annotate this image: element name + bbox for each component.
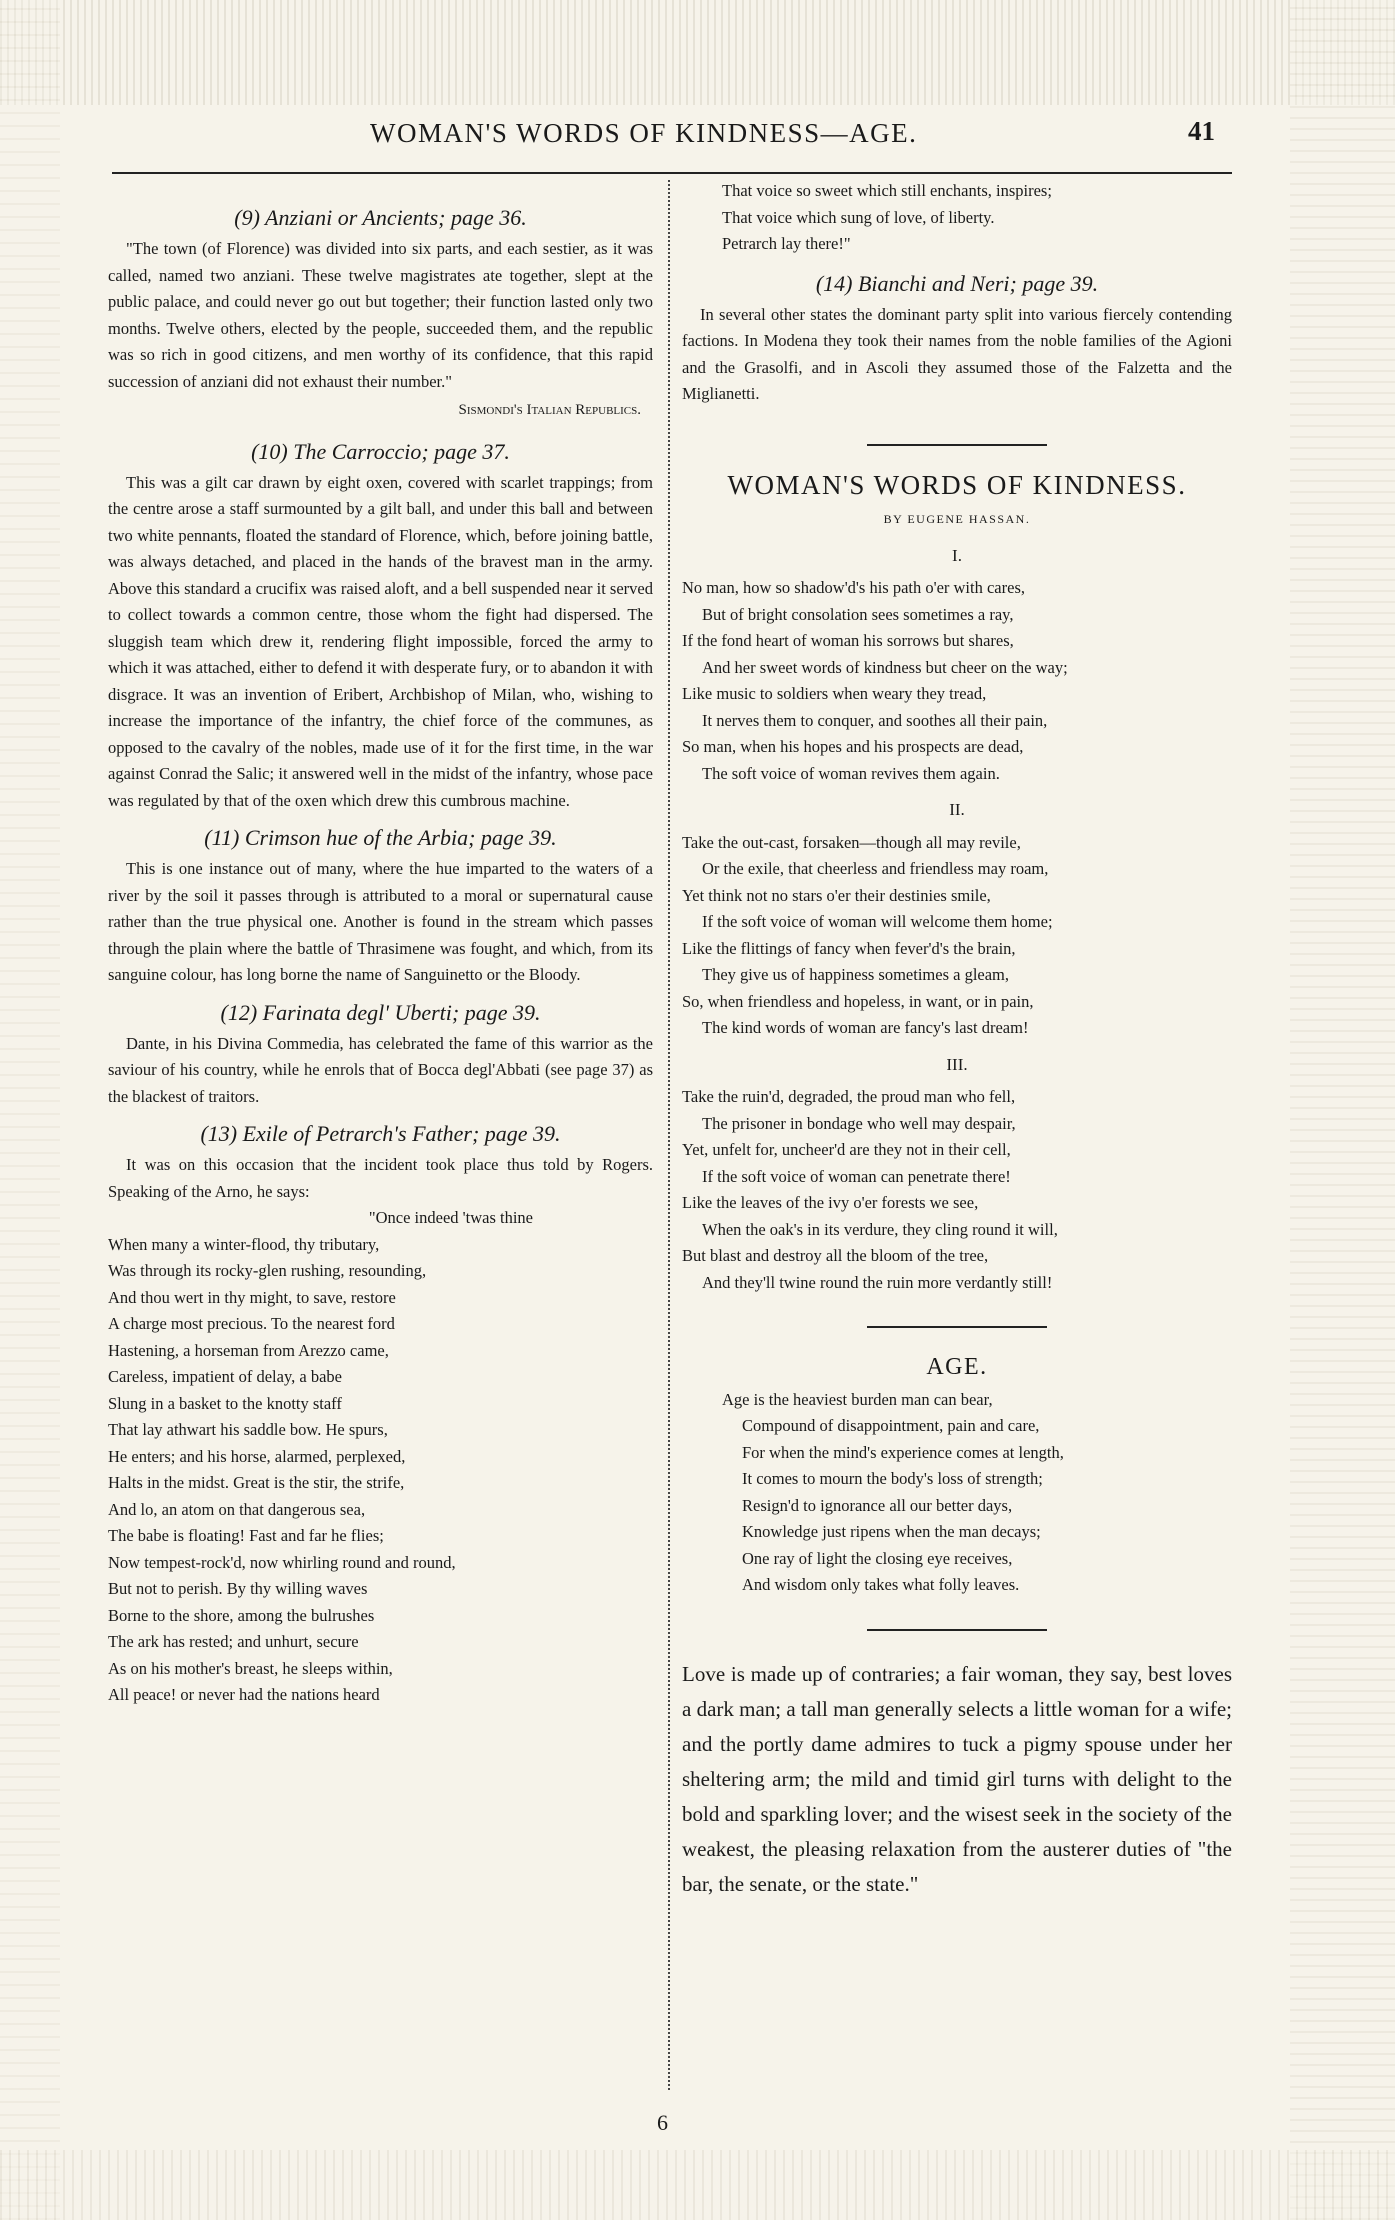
note-10-text: This was a gilt car drawn by eight oxen, covered with scarlet trappings; from the centre arose a staff surmounted by a gilt ball, and under this ball and between two white pennants, floated the standard of Florence, which, before joining battle, was always detached, and placed in the hands of the bravest man in the army. Above this standard a crucifix was raised aloft, and a bell suspended near it served to collect towards a common centre, those whom the fight had dispersed. The sluggish team which drew it, rendering flight impossible, forced the army to which it was attached, either to defend it with desperate fury, or to abandon it with disgrace. It was an invention of Eribert, Archbishop of Milan, who, wishing to increase the importance of the infantry, the chief force of the communes, as opposed to the cavalry of the nobles, made use of it for the first time, in the war against Conrad the Salic; it answered well in the midst of the infantry, whose pace was regulated by that of the oxen which drew this cumbrous machine. [108,472,653,810]
section-rule [867,1629,1047,1631]
verse-line: Like the flittings of fancy when fever'd's the brain, [682,938,1016,958]
verse-line: A charge most precious. To the nearest ford [108,1314,395,1333]
verse-line: If the soft voice of woman will welcome them home; [702,912,1053,931]
verse-line: If the soft voice of woman can penetrate there! [702,1166,1011,1186]
verse-line: And thou wert in thy might, to save, restore [108,1287,396,1307]
header-rule [112,172,1232,174]
note-9-text: "The town (of Florence) was divided into six parts, and each sestier, as it was called, named two anziani. These twelve magistrates ate together, slept at the public palace, and could never go out but together; their function lasted only two months. Twelve others, elected by the people, succeeded them, and the republic was so rich in good citizens, and men worthy of its confidence, that this rapid succession of anziani did not exhaust their number." [108,239,653,391]
verse-line: All peace! or never had the nations heard [108,1685,380,1704]
verse-line: Borne to the shore, among the bulrushes [108,1605,375,1625]
verse-line: So man, when his hopes and his prospects are dead, [682,737,1024,756]
verse-line: Halts in the midst. Great is the stir, the strife, [108,1473,405,1492]
note-9-heading: (9) Anziani or Ancients; page 36. [234,205,527,230]
verse-line: Hastening, a horseman from Arezzo came, [108,1340,389,1360]
verse-line: They give us of happiness sometimes a gleam, [702,965,1010,984]
verse-line: Take the out-cast, forsaken—though all may revile, [682,832,1021,852]
note-14-text: In several other states the dominant party split into various fiercely contending factions. In Modena they took their names from the noble families of the Agioni and the Grasolfi, and in Ascoli they assumed those of the Falzetta and the Miglianetti. [682,304,1232,403]
closing-paragraph-block [682,1657,1232,1902]
verse-line: And they'll twine round the ruin more verdantly still! [702,1272,1053,1292]
note-13-verse-continued [682,178,1232,258]
verse-line: The soft voice of woman revives them again. [702,763,1000,783]
section-rule [867,1326,1047,1328]
verse-line: As on his mother's breast, he sleeps within, [108,1658,393,1678]
verse-line: Petrarch lay there!" [722,234,851,253]
verse-line: Knowledge just ripens when the man decays; [742,1522,1041,1541]
age-title: AGE. [926,1354,988,1380]
note-11-heading: (11) Crimson hue of the Arbia; page 39. [204,825,557,850]
verse-line: When many a winter-flood, thy tributary, [108,1234,380,1254]
verse-line: Like the leaves of the ivy o'er forests we see, [682,1193,979,1212]
note-13-heading: (13) Exile of Petrarch's Father; page 39. [200,1121,561,1146]
verse-line: It comes to mourn the body's loss of strength; [742,1469,1043,1488]
poem-title: WOMAN'S WORDS OF KINDNESS. [727,469,1187,500]
verse-line: Yet, unfelt for, uncheer'd are they not in their cell, [682,1140,1011,1159]
verse-line: So, when friendless and hopeless, in want, or in pain, [682,991,1034,1011]
verse-line: No man, how so shadow'd's his path o'er with cares, [682,578,1025,597]
verse-line: But blast and destroy all the bloom of the tree, [682,1246,989,1265]
verse-line: For when the mind's experience comes at length, [742,1442,1064,1462]
verse-line: If the fond heart of woman his sorrows but shares, [682,631,1014,650]
scan-noise-top [0,0,1395,105]
closing-paragraph: Love is made up of contraries; a fair woman, they say, best loves a dark man; a tall man generally selects a little woman for a wife; and the portly dame admires to tuck a pigmy spouse under her sheltering arm; the mild and timid girl turns with delight to the bold and sparkling lover; and the wisest seek in the society of the weakest, the pleasing relaxation from the austerer duties of "the bar, the senate, or the state." [682,1661,1232,1896]
signature-mark: 6 [657,2110,668,2135]
verse-line: Or the exile, that cheerless and friendless may roam, [702,859,1049,878]
stanza-3 [682,1084,1232,1296]
page-number: 41 [1188,116,1215,146]
note-13-verse [108,1232,653,1709]
verse-line: Yet think not no stars o'er their destinies smile, [682,885,991,905]
scan-noise-bottom [0,2150,1395,2220]
age-verse [682,1387,1232,1599]
verse-line: Age is the heaviest burden man can bear, [722,1389,993,1409]
verse-line: The prisoner in bondage who well may despair, [702,1113,1016,1133]
scan-noise-right [1290,0,1395,2220]
stanza-2-label: II. [949,800,965,819]
verse-line: Take the ruin'd, degraded, the proud man who fell, [682,1087,1016,1106]
note-9-source: Sismondi's Italian Republics. [458,402,641,418]
verse-line: Like music to soldiers when weary they tread, [682,684,987,703]
note-14-heading: (14) Bianchi and Neri; page 39. [815,270,1099,296]
verse-line: Compound of disappointment, pain and care, [742,1416,1040,1435]
stanza-3-label: III. [946,1054,968,1074]
verse-line: Careless, impatient of delay, a babe [108,1367,342,1386]
scan-noise-left [0,0,60,2220]
note-12-heading: (12) Farinata degl' Uberti; page 39. [220,999,541,1025]
verse-line: Was through its rocky-glen rushing, resounding, [108,1261,427,1280]
verse-line: And wisdom only takes what folly leaves. [742,1575,1020,1594]
stanza-2 [682,830,1232,1042]
note-12-text: Dante, in his Divina Commedia, has celebrated the fame of this warrior as the saviour of his country, while he enrols that of Bocca degl'Abbati (see page 37) as the blackest of traitors. [108,1033,653,1106]
verse-line: Now tempest-rock'd, now whirling round and round, [108,1552,456,1572]
note-13-text: It was on this occasion that the incident took place thus told by Rogers. Speaking of the Arno, he says: [108,1155,653,1201]
column-divider [668,180,670,2090]
note-11-text: This is one instance out of many, where the hue imparted to the waters of a river by the soil it passes through is attributed to a moral or supernatural cause rather than the true physical one. Another is found in the stream which passes through the plain where the battle of Thrasimene was fought, and which, from its sanguine colour, has long borne the name of Sanguinetto or the Bloody. [108,859,653,984]
poem-byline: BY EUGENE HASSAN. [883,512,1031,526]
verse-line: That voice so sweet which still enchants, inspires; [722,181,1052,200]
verse-line: And lo, an atom on that dangerous sea, [108,1499,366,1519]
verse-line: When the oak's in its verdure, they cling round it will, [702,1219,1058,1239]
section-rule [867,444,1047,446]
stanza-1-label: I. [952,545,962,565]
verse-line: The kind words of woman are fancy's last dream! [702,1018,1029,1037]
verse-line: He enters; and his horse, alarmed, perplexed, [108,1446,406,1466]
verse-line: But of bright consolation sees sometimes a ray, [702,604,1014,624]
verse-line: It nerves them to conquer, and soothes all their pain, [702,710,1048,730]
verse-line: Slung in a basket to the knotty staff [108,1393,342,1413]
verse-line: The babe is floating! Fast and far he flies; [108,1526,384,1545]
note-10-heading: (10) The Carroccio; page 37. [251,438,510,464]
verse-line: That lay athwart his saddle bow. He spurs, [108,1420,388,1439]
verse-line: One ray of light the closing eye receives, [742,1548,1013,1568]
verse-line: Resign'd to ignorance all our better days, [742,1495,1013,1515]
note-13-quote-opening: "Once indeed 'twas thine [368,1208,533,1227]
left-column [108,198,653,1709]
running-head: WOMAN'S WORDS OF KINDNESS—AGE. [370,118,918,148]
verse-line: And her sweet words of kindness but cheer on the way; [702,657,1068,677]
right-column [682,178,1232,1902]
verse-line: But not to perish. By thy willing waves [108,1579,368,1598]
verse-line: That voice which sung of love, of liberty. [722,207,995,227]
verse-line: The ark has rested; and unhurt, secure [108,1632,359,1651]
stanza-1 [682,575,1232,787]
